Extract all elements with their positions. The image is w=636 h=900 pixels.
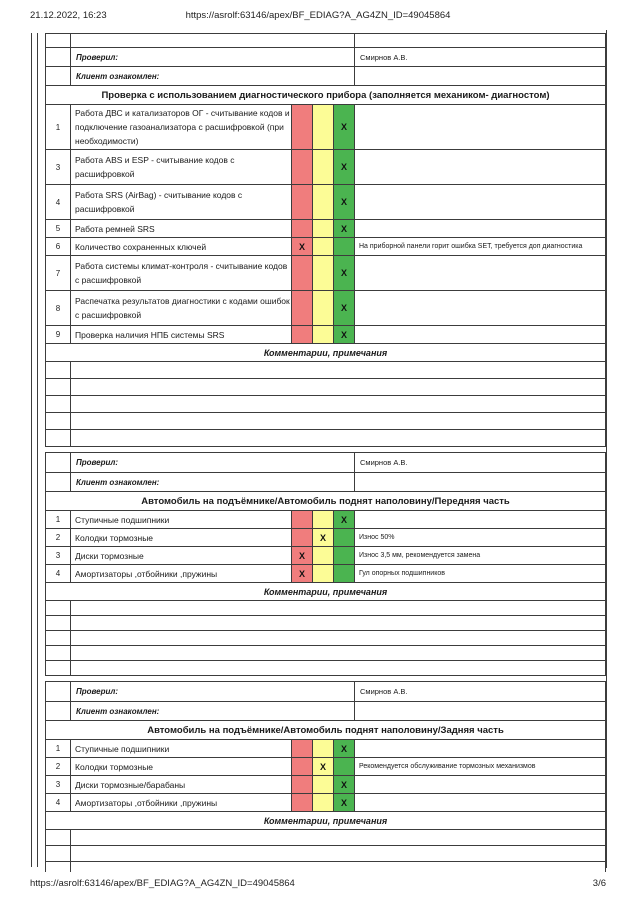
status-cell-green <box>333 238 354 255</box>
row-description: Ступичные подшипники <box>70 740 291 757</box>
row-description: Работа SRS (AirBag) - считывание кодов с расшифровкой <box>70 185 291 219</box>
row-number: 4 <box>55 197 61 207</box>
row-comment <box>354 220 605 237</box>
row-comment <box>354 794 605 811</box>
empty-comment-row <box>46 395 605 412</box>
empty-comment-row <box>46 429 605 446</box>
table-row <box>46 528 605 546</box>
status-cell-yellow <box>312 291 333 325</box>
comments-title: Комментарии, примечания <box>46 811 605 829</box>
client-row <box>46 701 605 720</box>
table-row <box>46 325 605 343</box>
table-row <box>46 564 605 582</box>
inspector-label: Проверил: <box>70 453 354 472</box>
row-number: 2 <box>55 762 61 771</box>
table-row <box>46 510 605 528</box>
client-value <box>354 702 605 720</box>
row-number: 2 <box>55 533 61 542</box>
client-value <box>354 67 605 85</box>
row-number: 3 <box>55 551 61 560</box>
empty-comment-row-cut <box>46 861 605 872</box>
row-number: 3 <box>55 162 61 172</box>
empty-comment-row <box>46 600 605 615</box>
table-row <box>46 184 605 219</box>
status-cell-yellow <box>312 511 333 528</box>
section-title: Автомобиль на подъёмнике/Автомобиль поднят наполовину/Передняя часть <box>46 491 605 510</box>
table-row <box>46 775 605 793</box>
table-row <box>46 757 605 775</box>
empty-comment-row <box>46 615 605 630</box>
section-title: Автомобиль на подъёмнике/Автомобиль поднят наполовину/Задняя часть <box>46 720 605 739</box>
empty-comment-row <box>46 378 605 395</box>
status-cell-red <box>291 511 312 528</box>
status-cell-green: X <box>333 740 354 757</box>
row-number: 1 <box>55 122 61 132</box>
status-cell-green: X <box>333 220 354 237</box>
frame-gutter-line <box>37 33 38 867</box>
frame-right-line <box>606 30 607 868</box>
status-cell-yellow <box>312 740 333 757</box>
status-cell-red <box>291 291 312 325</box>
client-label: Клиент ознакомлен: <box>70 67 354 85</box>
inspector-row <box>46 682 605 701</box>
status-cell-yellow <box>312 185 333 219</box>
status-cell-yellow <box>312 547 333 564</box>
row-number: 8 <box>55 303 61 313</box>
section-diagnostic-check <box>45 33 606 447</box>
inspector-label: Проверил: <box>70 682 354 701</box>
spacer-row <box>46 34 605 47</box>
row-comment: На приборной панели горит ошибка SET, требуется доп диагностика <box>354 238 605 255</box>
row-description: Работа ремней SRS <box>70 220 291 237</box>
row-description: Диски тормозные/барабаны <box>70 776 291 793</box>
row-number: 7 <box>55 268 61 278</box>
status-cell-yellow <box>312 326 333 343</box>
row-description: Колодки тормозные <box>70 529 291 546</box>
row-description: Диски тормозные <box>70 547 291 564</box>
table-row <box>46 793 605 811</box>
row-number: 4 <box>55 569 61 578</box>
status-cell-green <box>333 529 354 546</box>
status-cell-green: X <box>333 776 354 793</box>
status-cell-red <box>291 150 312 184</box>
client-label: Клиент ознакомлен: <box>70 702 354 720</box>
status-cell-yellow <box>312 256 333 290</box>
row-description: Амортизаторы ,отбойники ,пружины <box>70 794 291 811</box>
table-row <box>46 149 605 184</box>
row-comment: Рекомендуется обслуживание тормозных механизмов <box>354 758 605 775</box>
status-cell-yellow <box>312 150 333 184</box>
client-value <box>354 473 605 491</box>
status-cell-yellow <box>312 238 333 255</box>
document-frame <box>31 33 606 867</box>
row-number: 6 <box>55 242 61 251</box>
status-cell-green: X <box>333 185 354 219</box>
status-cell-red <box>291 529 312 546</box>
status-cell-red <box>291 105 312 149</box>
client-label: Клиент ознакомлен: <box>70 473 354 491</box>
print-footer-url: https://asrolf:63146/apex/BF_EDIAG?A_AG4ZN_ID=49045864 <box>30 878 295 889</box>
status-cell-yellow <box>312 794 333 811</box>
row-number: 3 <box>55 780 61 789</box>
status-cell-yellow <box>312 565 333 582</box>
status-cell-red <box>291 185 312 219</box>
status-cell-yellow <box>312 105 333 149</box>
comments-title: Комментарии, примечания <box>46 582 605 600</box>
status-cell-green: X <box>333 794 354 811</box>
table-row <box>46 546 605 564</box>
row-comment <box>354 511 605 528</box>
status-cell-yellow <box>312 220 333 237</box>
status-cell-green: X <box>333 511 354 528</box>
empty-comment-row <box>46 845 605 861</box>
row-comment <box>354 150 605 184</box>
row-description: Работа системы климат-контроля - считывание кодов с расшифровкой <box>70 256 291 290</box>
section-lift-front <box>45 452 606 676</box>
status-cell-red <box>291 740 312 757</box>
table-row <box>46 255 605 290</box>
row-description: Амортизаторы ,отбойники ,пружины <box>70 565 291 582</box>
row-description: Ступичные подшипники <box>70 511 291 528</box>
empty-comment-row <box>46 630 605 645</box>
empty-comment-row <box>46 361 605 378</box>
status-cell-green <box>333 565 354 582</box>
status-cell-red <box>291 256 312 290</box>
row-comment <box>354 291 605 325</box>
status-cell-yellow <box>312 776 333 793</box>
row-number: 1 <box>55 744 61 753</box>
comments-title: Комментарии, примечания <box>46 343 605 361</box>
section-title: Проверка с использованием диагностического прибора (заполняется механиком- диагностом) <box>46 85 605 104</box>
status-cell-green: X <box>333 105 354 149</box>
print-header-url: https://asrolf:63146/apex/BF_EDIAG?A_AG4ZN_ID=49045864 <box>185 10 451 21</box>
inspector-label: Проверил: <box>70 48 354 66</box>
inspector-name: Смирнов А.В. <box>354 453 605 472</box>
inspector-row <box>46 47 605 66</box>
status-cell-red <box>291 220 312 237</box>
row-comment <box>354 185 605 219</box>
table-row <box>46 104 605 149</box>
status-cell-green <box>333 547 354 564</box>
row-description: Колодки тормозные <box>70 758 291 775</box>
row-comment <box>354 776 605 793</box>
empty-comment-row <box>46 660 605 675</box>
print-header <box>0 8 636 24</box>
row-description: Работа ABS и ESP - считывание кодов с расшифровкой <box>70 150 291 184</box>
status-cell-red <box>291 758 312 775</box>
table-row <box>46 219 605 237</box>
row-comment <box>354 105 605 149</box>
empty-comment-row <box>46 412 605 429</box>
print-footer <box>0 876 636 892</box>
status-cell-red <box>291 794 312 811</box>
row-number: 5 <box>55 224 61 233</box>
row-comment <box>354 256 605 290</box>
row-number: 1 <box>55 515 61 524</box>
row-number: 4 <box>55 798 61 807</box>
client-row <box>46 472 605 491</box>
status-cell-green: X <box>333 291 354 325</box>
status-cell-green: X <box>333 256 354 290</box>
document-content <box>45 33 606 872</box>
status-cell-red: X <box>291 547 312 564</box>
status-cell-green: X <box>333 326 354 343</box>
status-cell-yellow: X <box>312 758 333 775</box>
empty-comment-row <box>46 829 605 845</box>
row-description: Проверка наличия НПБ системы SRS <box>70 326 291 343</box>
row-comment <box>354 740 605 757</box>
status-cell-red: X <box>291 565 312 582</box>
row-comment: Гул опорных подшипников <box>354 565 605 582</box>
print-datetime: 21.12.2022, 16:23 <box>30 10 107 21</box>
row-number: 9 <box>55 330 61 339</box>
row-comment: Износ 3,5 мм, рекомендуется замена <box>354 547 605 564</box>
status-cell-red <box>291 776 312 793</box>
client-row <box>46 66 605 85</box>
table-row <box>46 290 605 325</box>
row-comment <box>354 326 605 343</box>
inspector-name: Смирнов А.В. <box>354 48 605 66</box>
row-description: Распечатка результатов диагностики с кодами ошибок с расшифровкой <box>70 291 291 325</box>
empty-comment-row <box>46 645 605 660</box>
section-lift-rear <box>45 681 606 872</box>
row-comment: Износ 50% <box>354 529 605 546</box>
inspector-row <box>46 453 605 472</box>
inspector-name: Смирнов А.В. <box>354 682 605 701</box>
status-cell-red <box>291 326 312 343</box>
status-cell-green <box>333 758 354 775</box>
table-row <box>46 237 605 255</box>
table-row <box>46 739 605 757</box>
row-description: Количество сохраненных ключей <box>70 238 291 255</box>
row-description: Работа ДВС и катализаторов ОГ - считывание кодов и подключение газоанализатора с расшифровкой (при необходимости) <box>70 105 291 149</box>
page-number: 3/6 <box>592 878 606 889</box>
status-cell-red: X <box>291 238 312 255</box>
status-cell-yellow: X <box>312 529 333 546</box>
status-cell-green: X <box>333 150 354 184</box>
